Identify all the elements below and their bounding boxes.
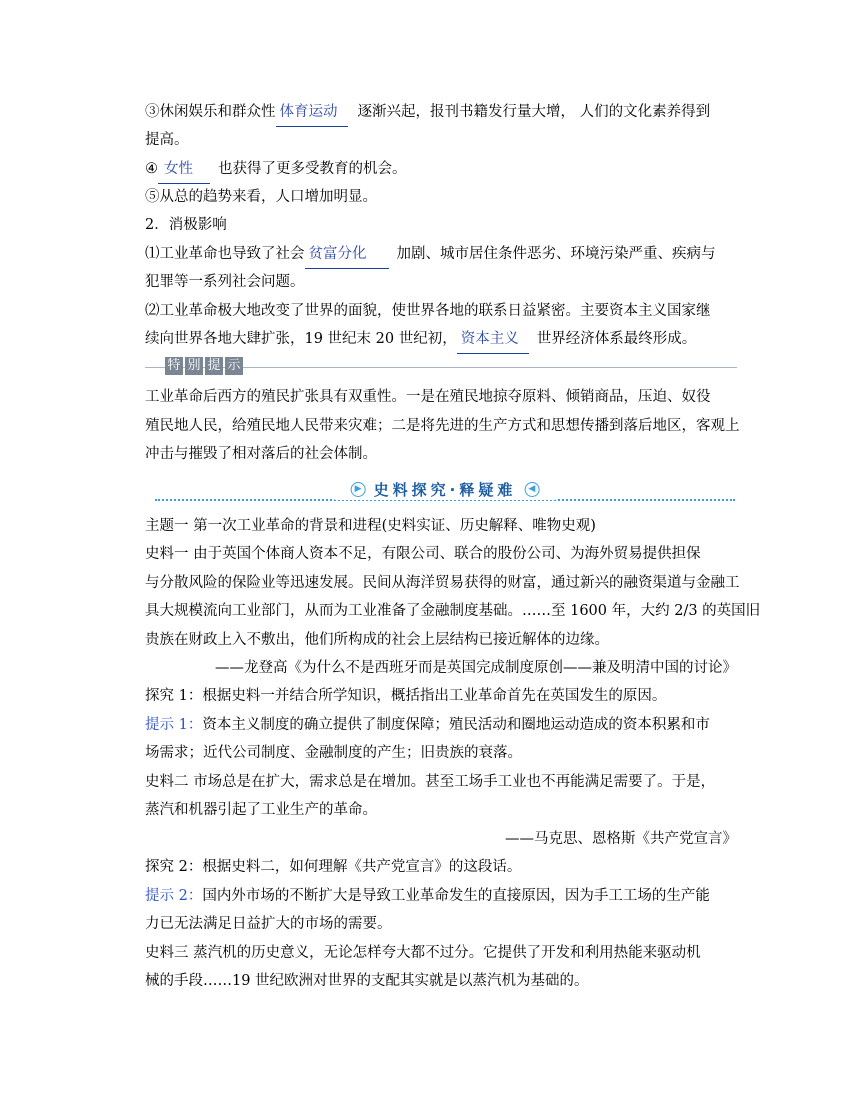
tip-label — [165, 357, 243, 375]
text-line: 探究 1：根据史料一并结合所学知识，概括指出工业革命首先在英国发生的原因。 — [145, 688, 667, 704]
text-line: 械的手段……19 世纪欧洲对世界的支配其实就是以蒸汽机为基础的。 — [145, 973, 589, 989]
fill-blank-answer: 体育运动 — [276, 99, 348, 127]
tip-char: 别 — [185, 357, 203, 375]
text-line: 史料一 由于英国个体商人资本不足，有限公司、联合的股份公司、为海外贸易提供担保 — [145, 546, 701, 562]
text-line: 贵族在财政上入不敷出，他们所构成的社会上层结构已接近解体的边缘。 — [145, 632, 609, 648]
tip-char: 特 — [165, 357, 183, 375]
text-line: 史料三 蒸汽机的历史意义，无论怎样夸大都不过分。它提供了开发和利用热能来驱动机 — [145, 945, 701, 961]
tip-char: 提 — [205, 357, 223, 375]
text-line: 2．消极影响 — [145, 217, 227, 233]
fill-blank-answer: 资本主义 — [457, 326, 529, 354]
text: ③休闲娱乐和群众性 — [145, 104, 276, 120]
text: 加剧、城市居住条件恶劣、环境污染严重、疾病与 — [396, 246, 716, 262]
tip-char: 示 — [225, 357, 243, 375]
text-line: 具大规模流向工业部门，从而为工业准备了金融制度基础。……至 1600 年，大约 2/3 的英国旧 — [145, 603, 761, 619]
text: 世界经济体系最终形成。 — [536, 331, 697, 347]
section-title-box — [335, 478, 556, 500]
text-line — [145, 883, 737, 910]
text: 续向世界各地大肆扩张，19 世纪末 20 世纪初， — [145, 331, 457, 347]
text-line: 殖民地人民，给殖民地人民带来灾难；二是将先进的生产方式和思想传播到落后地区，客观上 — [145, 418, 740, 434]
text: 资本主义制度的确立提供了制度保障；殖民活动和圈地运动造成的资本积累和市 — [202, 717, 710, 733]
text-line: 工业革命后西方的殖民扩张具有双重性。一是在殖民地掠夺原料、倾销商品，压迫、奴役 — [145, 389, 711, 405]
text-line: 蒸汽和机器引起了工业生产的革命。 — [145, 802, 377, 818]
text-line — [145, 326, 737, 354]
text-line: ⑵工业革命极大地改变了世界的面貌，使世界各地的联系日益紧密。主要资本主义国家继 — [145, 303, 711, 319]
text-line — [145, 712, 737, 739]
text: 国内外市场的不断扩大是导致工业革命发生的直接原因，因为手工工场的生产能 — [202, 888, 710, 904]
play-right-icon: ▶ — [351, 482, 366, 497]
section-header — [155, 478, 735, 500]
text-line: 冲击与摧毁了相对落后的社会体制。 — [145, 446, 377, 462]
text-line: 力已无法满足日益扩大的市场的需要。 — [145, 916, 392, 932]
text-line — [145, 241, 737, 269]
section-title: 史料探究·释疑难 — [373, 480, 517, 499]
text-line: ⑤从总的趋势来看，人口增加明显。 — [145, 189, 377, 205]
text-line — [145, 156, 737, 184]
fill-blank-answer: 贫富分化 — [305, 241, 389, 269]
text-line: 场需求；近代公司制度、金融制度的产生；旧贵族的衰落。 — [145, 745, 522, 761]
special-tip-header — [145, 357, 737, 377]
citation: ——马克思、恩格斯《共产党宣言》 — [505, 831, 737, 847]
text-line: 犯罪等一系列社会问题。 — [145, 274, 305, 290]
fill-blank-answer: 女性 — [158, 156, 210, 184]
play-left-icon: ◀ — [524, 482, 539, 497]
hint-label: 提示 1： — [145, 717, 203, 733]
text: 逐渐兴起，报刊书籍发行量大增， 人们的文化素养得到 — [357, 104, 711, 120]
text: ⑴工业革命也导致了社会 — [145, 246, 305, 262]
text-line: 探究 2：根据史料二，如何理解《共产党宣言》的这段话。 — [145, 859, 522, 875]
text-line: 主题一 第一次工业革命的背景和进程(史料实证、历史解释、唯物史观) — [145, 518, 596, 534]
citation: ——龙登高《为什么不是西班牙而是英国完成制度原创——兼及明清中国的讨论》 — [215, 660, 737, 676]
text: 也获得了更多受教育的机会。 — [218, 161, 407, 177]
text-line — [145, 99, 737, 127]
text-line: 与分散风险的保险业等迅速发展。民间从海洋贸易获得的财富，通过新兴的融资渠道与金融工 — [145, 575, 740, 591]
text-line: 史料二 市场总是在扩大，需求总是在增加。甚至工场手工业也不再能满足需要了。于是， — [145, 774, 716, 790]
hint-label: 提示 2： — [145, 888, 203, 904]
text: ④ — [145, 161, 158, 177]
text-line: 提高。 — [145, 132, 189, 148]
